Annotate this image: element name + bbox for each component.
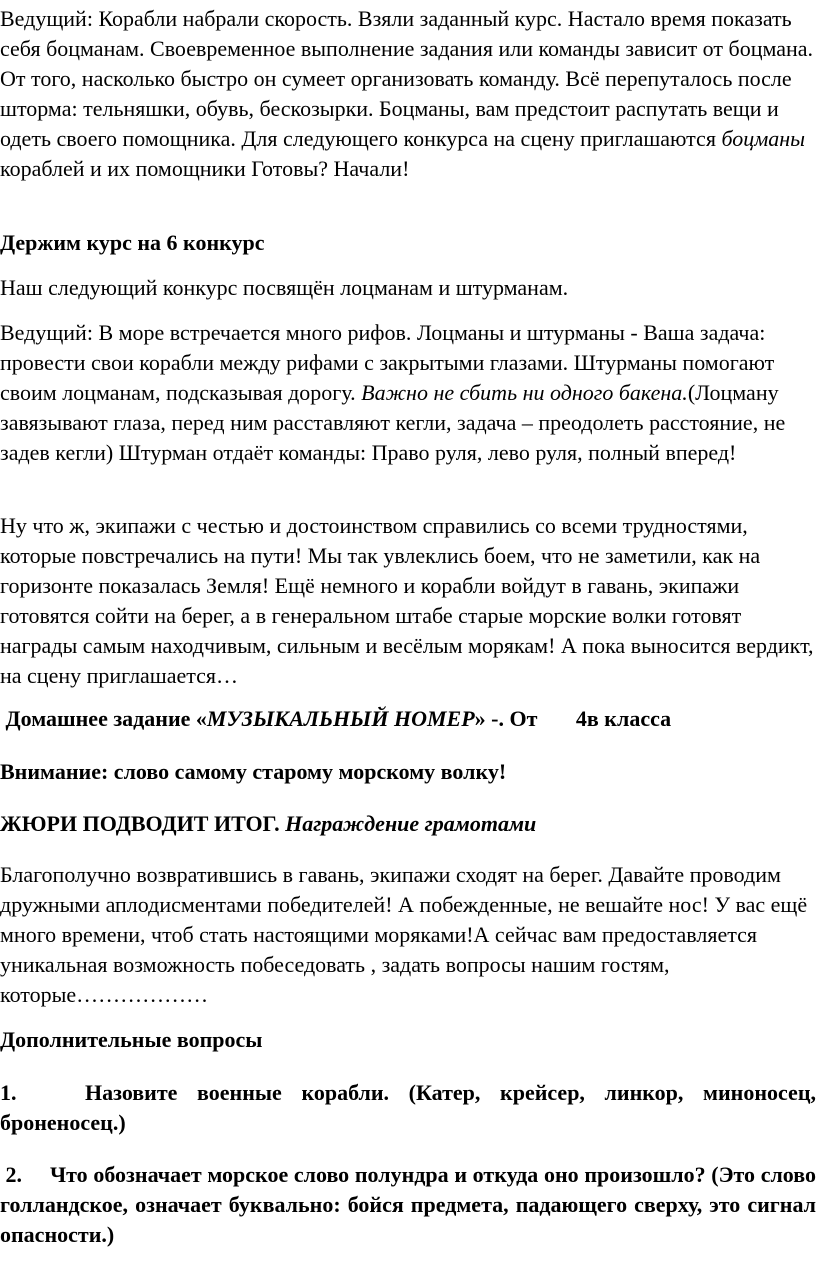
homework-title: МУЗЫКАЛЬНЫЙ НОМЕР	[206, 706, 475, 731]
paragraph-crews: Ну что ж, экипажи с честью и достоинством справились со всеми трудностями, которые повстречались на пути! Мы так увлеклись боем, что не заметили, как на горизонте показалась Земля! Ещё немного и корабли войдут в гавань, экипажи готовятся сойти на берег, а в генеральном штабе старые морские волки готовят награды самым находчивым, сильным и весёлым морякам! А пока выносится вердикт, на сцену приглашается…	[0, 513, 814, 688]
paragraph-reefs	[0, 318, 816, 468]
paragraph-bosun-contest	[0, 4, 816, 184]
paragraph-next-contest: Наш следующий конкурс посвящён лоцманам и штурманам.	[0, 275, 569, 300]
italic-emphasis: Важно не сбить ни одного бакена.	[361, 380, 688, 405]
jury-text: ЖЮРИ ПОДВОДИТ ИТОГ.	[0, 811, 286, 836]
paragraph-harbor: Благополучно возвратившись в гавань, экипажи сходят на берег. Давайте проводим дружными аплодисментами победителей! А побежденные, не вешайте нос! У вас ещё много времени, чтоб стать настоящими моряками!А сейчас вам предоставляется уникальная возможность побеседовать , задать вопросы нашим гостям, которые………………	[0, 862, 808, 1007]
paragraph-text: Ведущий: В море встречается много рифов. Лоцманы и штурманы - Ваша задача: провести свои корабли между рифами с закрытыми глазами. Штурманы помогают своим лоцманам, подсказывая дорогу.	[0, 320, 775, 405]
question-number: 2.	[0, 1162, 22, 1187]
italic-emphasis: боцманы	[721, 126, 806, 151]
homework-class: » -. От 4в класса	[474, 706, 672, 731]
question-text: Назовите военные корабли. (Катер, крейсер, линкор, миноносец, броненосец.)	[0, 1080, 816, 1135]
homework-line	[0, 704, 816, 734]
paragraph-text: (Лоцману завязывают глаза, перед ним расставляют кегли, задача – преодолеть расстояние, не задев кегли) Штурман отдаёт команды: Право руля, лево руля, полный вперед!	[0, 380, 786, 465]
heading-extra-questions: Дополнительные вопросы	[0, 1027, 263, 1052]
homework-text: Домашнее задание «	[0, 706, 207, 731]
heading-contest-6: Держим курс на 6 конкурс	[0, 230, 265, 255]
jury-line	[0, 809, 816, 839]
question-text: Что обозначает морское слово полундра и откуда оно произошло? (Это слово голландское, означает буквально: бойся предмета, падающего сверху, это сигнал опасности.)	[0, 1162, 816, 1247]
question-2	[0, 1160, 816, 1250]
attention-line: Внимание: слово самому старому морскому волку!	[0, 759, 507, 784]
jury-awarding: Награждение грамотами	[285, 811, 537, 836]
paragraph-text: Ведущий: Корабли набрали скорость. Взяли заданный курс. Настало время показать себя боцманам. Своевременное выполнение задания или команды зависит от боцмана. От того, насколько быстро он сумеет организовать команду. Всё перепуталось после шторма: тельняшки, обувь, бескозырки. Боцманы, вам предстоит распутать вещи и одеть своего помощника. Для следующего конкурса на сцену приглашаются	[0, 6, 814, 151]
question-number: 1.	[0, 1080, 17, 1105]
question-1	[0, 1078, 816, 1138]
paragraph-text: кораблей и их помощники Готовы? Начали!	[0, 156, 410, 181]
